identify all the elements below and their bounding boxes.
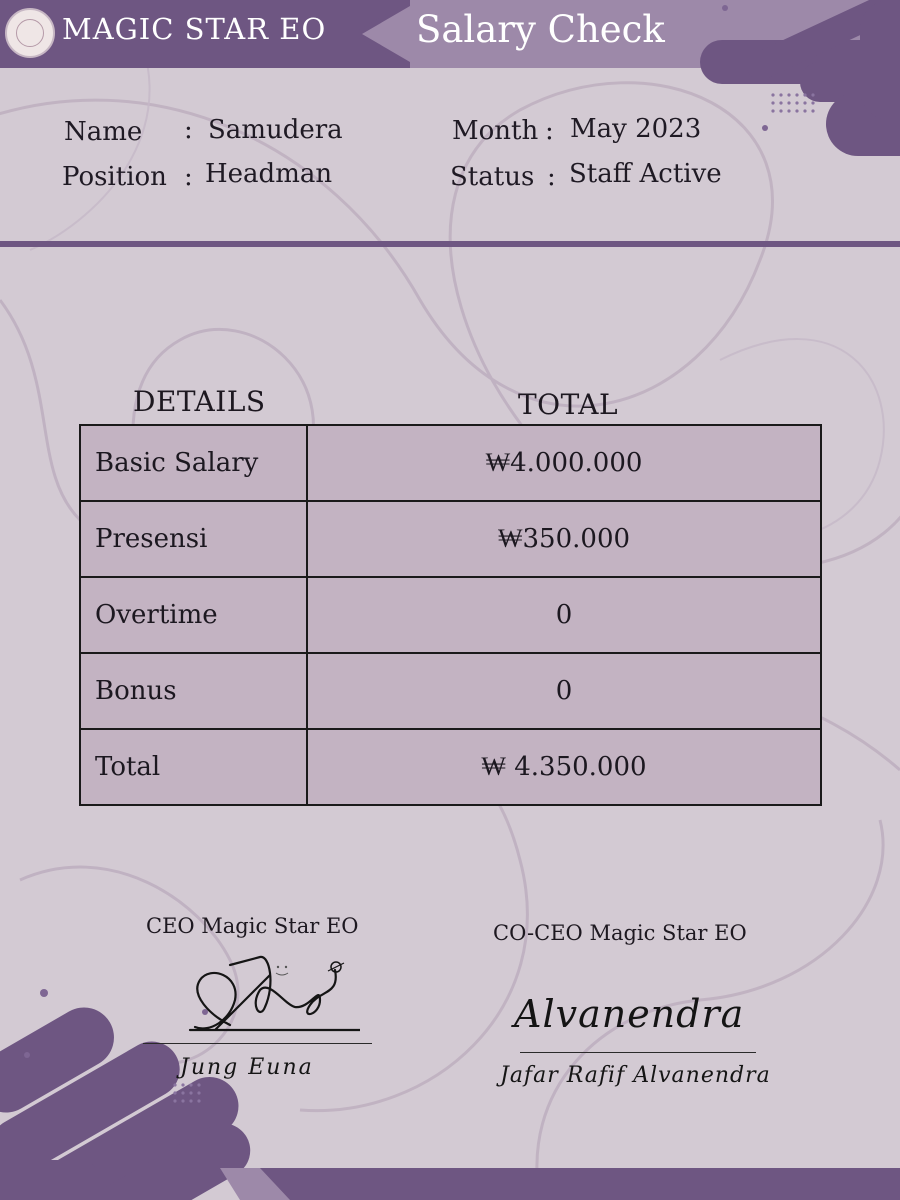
table-row-total — [80, 729, 821, 805]
row-value: ₩4.000.000 — [307, 425, 821, 501]
row-label: Basic Salary — [80, 425, 307, 501]
table-row — [80, 501, 821, 577]
name-value: Samudera — [208, 115, 343, 145]
row-label: Presensi — [80, 501, 307, 577]
position-label: Position — [62, 162, 167, 192]
company-logo — [5, 8, 55, 58]
details-column-header: DETAILS — [133, 385, 266, 418]
row-label: Overtime — [80, 577, 307, 653]
table-row — [80, 425, 821, 501]
month-label: Month — [452, 116, 539, 146]
total-value: ₩ 4.350.000 — [307, 729, 821, 805]
name-separator: : — [184, 115, 193, 145]
month-separator: : — [545, 116, 554, 146]
logo-emblem — [16, 19, 44, 47]
coceo-signature: Alvanendra — [514, 992, 745, 1036]
status-separator: : — [547, 162, 556, 192]
table-row — [80, 653, 821, 729]
status-value: Staff Active — [569, 159, 722, 189]
coceo-title: CO-CEO Magic Star EO — [493, 921, 747, 945]
document-title: Salary Check — [416, 8, 665, 51]
row-value: ₩350.000 — [307, 501, 821, 577]
coceo-signature-line — [520, 1052, 756, 1053]
row-value: 0 — [307, 577, 821, 653]
row-value: 0 — [307, 653, 821, 729]
ceo-signature-icon — [170, 945, 360, 1040]
ceo-signature-line — [143, 1043, 372, 1044]
total-label: Total — [80, 729, 307, 805]
status-label: Status — [450, 162, 535, 192]
total-column-header: TOTAL — [518, 388, 619, 421]
section-divider — [0, 241, 900, 247]
table-row — [80, 577, 821, 653]
brand-name: MAGIC STAR EO — [62, 12, 327, 46]
position-value: Headman — [205, 159, 333, 189]
salary-table — [79, 424, 822, 806]
ceo-name: Jung Euna — [180, 1055, 314, 1080]
row-label: Bonus — [80, 653, 307, 729]
coceo-name: Jafar Rafif Alvanendra — [500, 1063, 771, 1088]
month-value: May 2023 — [570, 114, 702, 144]
position-separator: : — [184, 162, 193, 192]
ceo-title: CEO Magic Star EO — [146, 914, 359, 938]
name-label: Name — [64, 117, 143, 147]
